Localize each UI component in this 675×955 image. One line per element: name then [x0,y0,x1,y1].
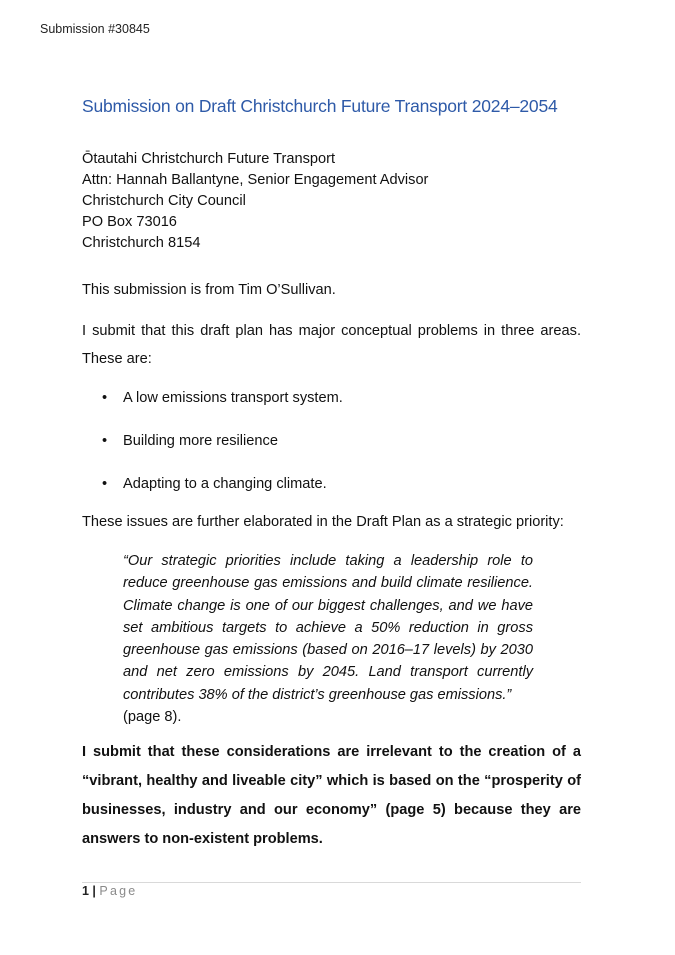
intro-paragraph: I submit that this draft plan has major conceptual problems in three areas. These are: [82,323,581,367]
bullet-icon: • [102,390,108,406]
page-footer [82,884,137,898]
list-item [82,474,582,517]
list-item [82,431,582,474]
list-item-text: Adapting to a changing climate. [123,476,327,492]
bullet-icon: • [102,476,108,492]
document-title: Submission on Draft Christchurch Future Transport 2024–2054 [82,96,558,116]
address-block [82,149,582,254]
footer-separator: | [88,884,100,898]
conclusion-paragraph: I submit that these considerations are irrelevant to the creation of a “vibrant, healthy and liveable city” which is based on the “prosperity of businesses, industry and our economy” (page 5) because they are answers to non-existent problems. [82,744,581,847]
address-line: Attn: Hannah Ballantyne, Senior Engagement Advisor [82,172,429,188]
page-label: Page [99,884,138,898]
block-quote: “Our strategic priorities include taking a leadership role to reduce greenhouse gas emissions and build climate resilience. Climate change is one of our biggest challenges, and we have set ambitious targets to achieve a 50% reduction in gross greenhouse gas emissions (based on 2016–17 levels) by 2030 and net zero emissions by 2045. Land transport currently contributes 38% of the district’s greenhouse gas emissions.” [123,553,533,703]
bullet-icon: • [102,433,108,449]
quote-reference: (page 8). [123,709,182,725]
page-number: 1 [82,884,89,898]
address-line: Ōtautahi Christchurch Future Transport [82,151,336,167]
elaboration-paragraph: These issues are further elaborated in the Draft Plan as a strategic priority: [82,514,564,530]
address-line: PO Box 73016 [82,214,177,230]
footer-divider [82,882,581,883]
address-line: Christchurch City Council [82,193,246,209]
list-item [82,388,582,431]
list-item-text: A low emissions transport system. [123,390,343,406]
address-line: Christchurch 8154 [82,235,201,251]
problem-areas-list [82,388,582,517]
submitter-line: This submission is from Tim O’Sullivan. [82,282,336,298]
submission-number: Submission #30845 [40,22,150,36]
list-item-text: Building more resilience [123,433,278,449]
